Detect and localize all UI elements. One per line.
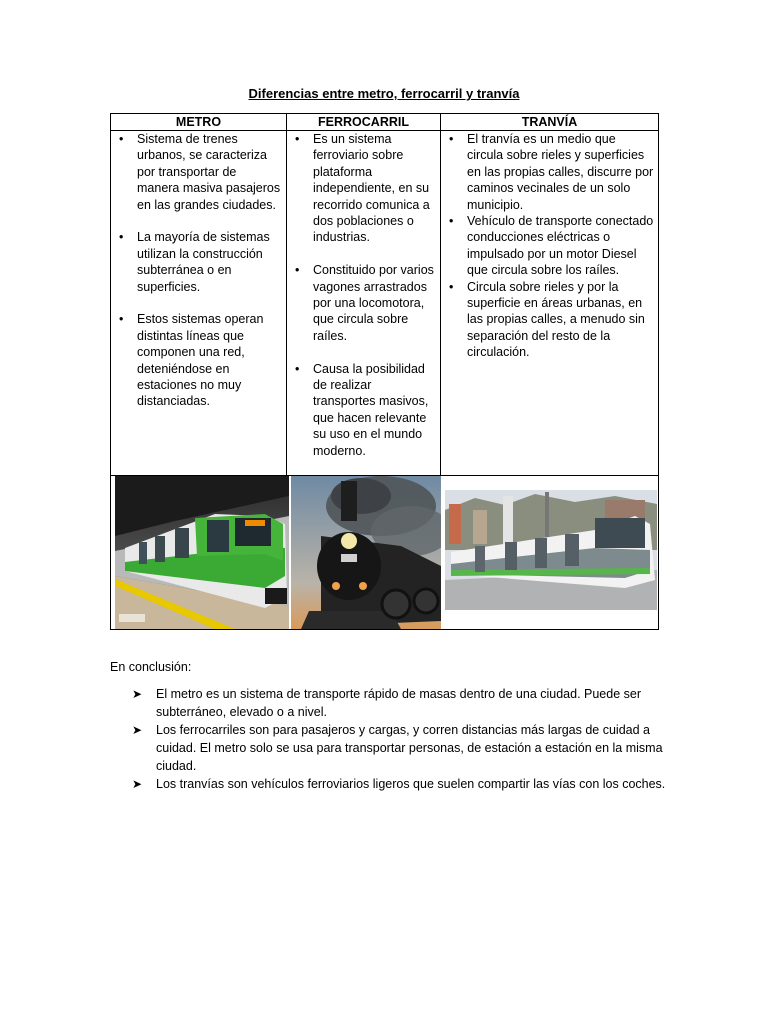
conclusion-item (110, 775, 666, 793)
header-ferrocarril: FERROCARRIL (287, 114, 441, 131)
tranvia-point: • Circula sobre rieles y por la superficie en áreas urbanas, en las propias calles, a menudo sin separación del resto de la circulación. (441, 279, 658, 361)
tram-photo (445, 490, 657, 610)
conclusion-text: Los ferrocarriles son para pasajeros y cargas, y corren distancias más largas de cuidad a cuidad. El metro solo se usa para transportar personas, de estación a estación en la misma ciudad. (156, 723, 663, 773)
steam-locomotive-photo (291, 476, 441, 629)
ferrocarril-point: • Causa la posibilidad de realizar transportes masivos, que hacen relevante su uso en el mundo moderno. (287, 361, 440, 459)
arrow-bullet-icon: ➤ (132, 687, 143, 701)
tranvia-cell (441, 131, 659, 476)
ferrocarril-image-cell (287, 476, 441, 630)
tranvia-point: • El tranvía es un medio que circula sobre rieles y superficies en las propias calles, discurre por caminos vecinales de un solo municipio. (441, 131, 658, 213)
metro-cell (111, 131, 287, 476)
metro-point: • Estos sistemas operan distintas líneas que componen una red, deteniéndose en estaciones no muy distanciadas. (111, 311, 286, 409)
document-title: Diferencias entre metro, ferrocarril y tranvía (248, 86, 520, 101)
comparison-table (110, 113, 659, 630)
metro-train-photo (115, 476, 289, 629)
conclusion-list (110, 685, 666, 793)
arrow-bullet-icon: ➤ (132, 777, 143, 791)
ferrocarril-point: • Es un sistema ferroviario sobre plataforma independiente, en su recorrido comunica a dos poblaciones o industrias. (287, 131, 440, 246)
metro-image-cell (111, 476, 287, 630)
conclusion-text: El metro es un sistema de transporte rápido de masas dentro de una ciudad. Puede ser subterráneo, elevado o a nivel. (156, 687, 642, 719)
header-metro: METRO (111, 114, 287, 131)
tranvia-image-cell (441, 476, 659, 630)
metro-point: • La mayoría de sistemas utilizan la construcción subterránea o en superficies. (111, 229, 286, 295)
conclusion-text: Los tranvías son vehículos ferroviarios ligeros que suelen compartir las vías con los coches. (156, 777, 666, 791)
ferrocarril-cell (287, 131, 441, 476)
metro-point: • Sistema de trenes urbanos, se caracteriza por transportar de manera masiva pasajeros en las grandes ciudades. (111, 131, 286, 213)
conclusion-item (110, 685, 666, 721)
arrow-bullet-icon: ➤ (132, 723, 143, 737)
header-tranvia: TRANVÍA (441, 114, 659, 131)
tranvia-point: • Vehículo de transporte conectado conducciones eléctricas o impulsado por un motor Diesel que circula sobre los raíles. (441, 213, 658, 279)
conclusion-item (110, 721, 666, 775)
ferrocarril-point: • Constituido por varios vagones arrastrados por una locomotora, que circula sobre raíles. (287, 262, 440, 344)
conclusion-label: En conclusión: (110, 660, 192, 674)
